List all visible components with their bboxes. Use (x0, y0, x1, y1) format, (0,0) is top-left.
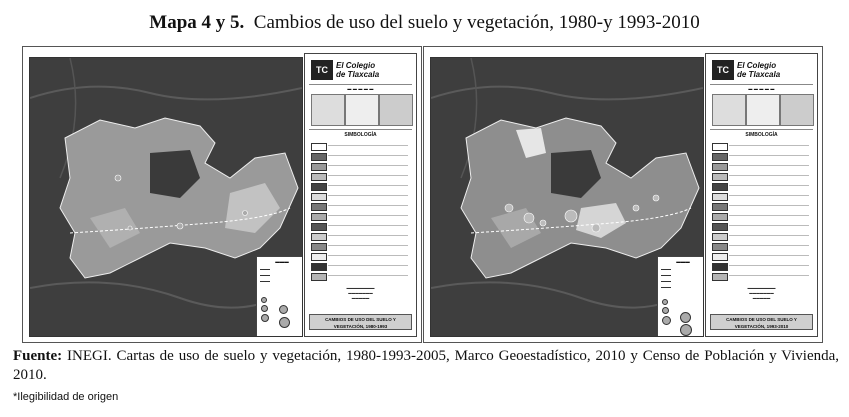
legend-row (712, 172, 812, 180)
legend-subtitle-right: ▬ ▬ ▬ ▬ ▬ (748, 86, 775, 91)
legend-footnote-right: ▬▬▬▬▬▬▬▬ ▬▬▬▬▬▬▬ ▬▬▬▬▬ (747, 286, 776, 300)
legend-row (712, 232, 812, 240)
logo-right (710, 58, 813, 85)
title-text: Cambios de uso del suelo y vegetación, 1980-y 1993-2010 (253, 12, 700, 33)
map-image-right (430, 57, 704, 337)
legend-row (712, 212, 812, 220)
map-inset-legend-left (256, 256, 303, 337)
page-title (0, 12, 849, 34)
legend-row (712, 272, 812, 280)
legend-row (712, 192, 812, 200)
legend-row (311, 162, 411, 170)
locator-map-1-right (712, 94, 746, 126)
legend-row (712, 142, 812, 150)
logo-mark-right: TC (712, 60, 734, 80)
legend-row (311, 202, 411, 210)
source-text: INEGI. Cartas de uso de suelo y vegetación, 1980-1993-2005, Marco Geoestadístico, 2010 y Censo de Población y Vivienda, 2010. (13, 348, 840, 383)
legend-row (311, 152, 411, 160)
legend-row (712, 152, 812, 160)
legend-heading-right: SIMBOLOGÍA (710, 129, 813, 138)
legend-row (311, 172, 411, 180)
source-label: Fuente: (13, 348, 63, 364)
map-caption-left: CAMBIOS DE USO DEL SUELO Y VEGETACIÓN, 1980-1993 (309, 314, 412, 330)
legend-heading-left: SIMBOLOGÍA (309, 129, 412, 138)
map-panel-right (423, 46, 823, 343)
legend-row (712, 222, 812, 230)
logo-wordmark-left: El Colegio de Tlaxcala (336, 61, 380, 79)
legend-row (712, 202, 812, 210)
legend-row (311, 222, 411, 230)
legend-row (311, 182, 411, 190)
locator-map-3-left (379, 94, 413, 126)
map-legend-right (705, 53, 818, 337)
legend-row (311, 142, 411, 150)
locator-map-2-right (746, 94, 780, 126)
inset-title-mark: ▬▬▬ (676, 259, 690, 264)
legend-row (311, 262, 411, 270)
locator-map-3-right (780, 94, 814, 126)
logo-wordmark-right: El Colegio de Tlaxcala (737, 61, 781, 79)
source-paragraph (13, 347, 839, 385)
legend-row (311, 242, 411, 250)
legend-row (712, 242, 812, 250)
legend-row (712, 262, 812, 270)
legend-footnote-left: ▬▬▬▬▬▬▬▬ ▬▬▬▬▬▬▬ ▬▬▬▬▬ (346, 286, 375, 300)
map-legend-left (304, 53, 417, 337)
legend-row (712, 182, 812, 190)
map-caption-right: CAMBIOS DE USO DEL SUELO Y VEGETACIÓN, 1993-2010 (710, 314, 813, 330)
logo-mark-left: TC (311, 60, 333, 80)
illegibility-note: *Ilegibilidad de origen (13, 391, 119, 403)
logo-left (309, 58, 412, 85)
legend-row (311, 192, 411, 200)
legend-row (712, 252, 812, 260)
inset-title-mark: ▬▬▬ (275, 259, 289, 264)
legend-row (712, 162, 812, 170)
title-prefix: Mapa 4 y 5. (149, 12, 245, 33)
legend-row (311, 272, 411, 280)
legend-row (311, 232, 411, 240)
legend-row (311, 252, 411, 260)
map-inset-legend-right (657, 256, 704, 337)
locator-map-2-left (345, 94, 379, 126)
legend-subtitle-left: ▬ ▬ ▬ ▬ ▬ (347, 86, 374, 91)
map-panel-left (22, 46, 422, 343)
map-image-left (29, 57, 303, 337)
legend-row (311, 212, 411, 220)
locator-map-1-left (311, 94, 345, 126)
